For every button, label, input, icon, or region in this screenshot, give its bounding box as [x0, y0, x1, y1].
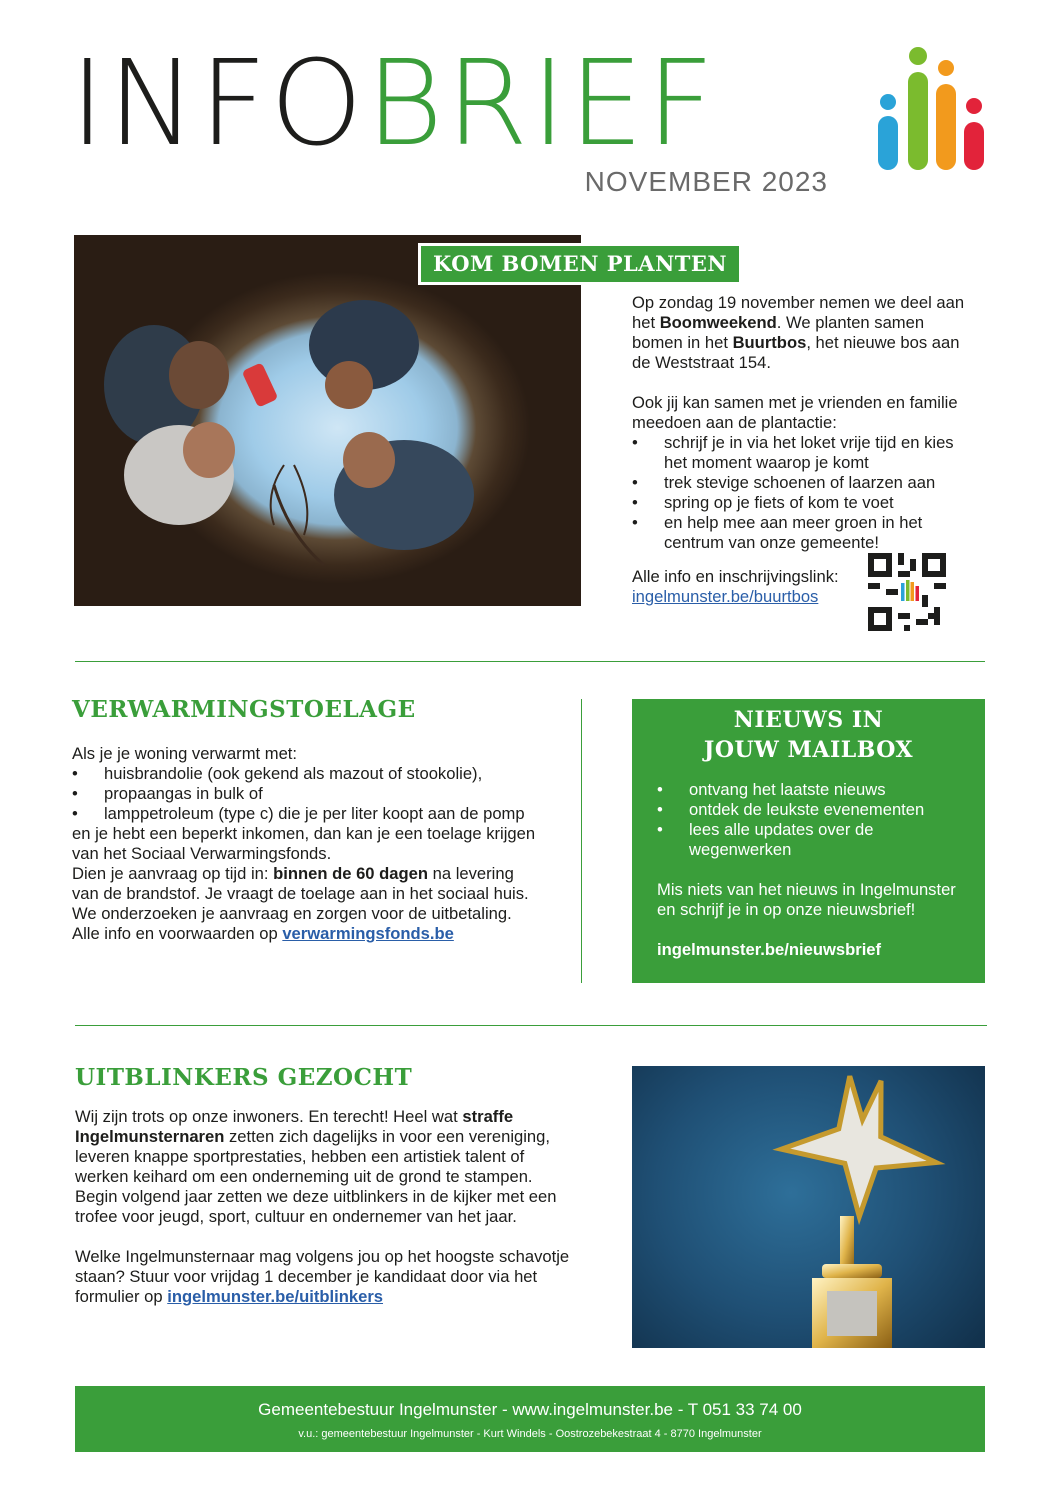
footer-publisher: v.u.: gemeentebestuur Ingelmunster - Kurt Windels - Oostrozebekestraat 4 - 8770 Ingelmunster: [298, 1428, 762, 1440]
buurtbos-link[interactable]: ingelmunster.be/buurtbos: [632, 587, 819, 606]
uitblinkers-p2: Begin volgend jaar zetten we deze uitblinkers in de kijker met een trofee voor jeugd, sport, cultuur en ondernemer van het jaar.: [75, 1187, 557, 1226]
uitblinkers-heading: UITBLINKERS GEZOCHT: [75, 1064, 413, 1091]
masthead-brief: BRIEF: [365, 34, 718, 172]
list-item: • lamppetroleum (type c) die je per liter koopt aan de pomp: [72, 804, 537, 824]
list-item: • lees alle updates over de wegenwerken: [657, 820, 967, 860]
bomen-invite: Ook jij kan samen met je vrienden en familie meedoen aan de plantactie:: [632, 393, 958, 432]
bomen-info-label: Alle info en inschrijvingslink:: [632, 567, 839, 586]
uitblinkers-text: [75, 1107, 570, 1307]
newsletter-title: NIEUWS IN JOUW MAILBOX: [703, 707, 914, 763]
verwarming-intro: Als je je woning verwarmt met:: [72, 744, 298, 763]
list-item: • en help mee aan meer groen in het centrum van onze gemeente!: [632, 513, 967, 553]
uitblinkers-link[interactable]: ingelmunster.be/uitblinkers: [167, 1287, 384, 1306]
section-divider: [75, 1025, 987, 1026]
newsletter-text: [657, 780, 967, 960]
bomen-info: [632, 567, 867, 607]
verwarming-p1: en je hebt een beperkt inkomen, dan kan je een toelage krijgen van het Sociaal Verwarmingsfonds.: [72, 824, 536, 863]
list-item: • spring op je fiets of kom te voet: [632, 493, 967, 513]
section-ribbon-bomen: KOM BOMEN PLANTEN: [418, 243, 742, 285]
footer: [75, 1386, 985, 1452]
trophy-photo: [632, 1066, 985, 1348]
uitblinkers-p3: Welke Ingelmunsternaar mag volgens jou op het hoogste schavotje staan? Stuur voor vrijdag 1 december je kandidaat door via het formulier op ingelmunster.be/uitblinkers: [75, 1247, 570, 1306]
list-item: • ontvang het laatste nieuws: [657, 780, 967, 800]
list-item: • propaangas in bulk of: [72, 784, 537, 804]
list-item: • huisbrandolie (ook gekend als mazout of stookolie),: [72, 764, 537, 784]
newsletter-link[interactable]: ingelmunster.be/nieuwsbrief: [657, 940, 882, 959]
issue-date: NOVEMBER 2023: [584, 166, 828, 197]
footer-contact: Gemeentebestuur Ingelmunster - www.ingelmunster.be - T 051 33 74 00: [258, 1400, 802, 1419]
newsletter-box: [632, 699, 985, 983]
verwarming-p2: Dien je aanvraag op tijd in: binnen de 60 dagen na levering van de brandstof. Je vraagt de toelage aan in het sociaal huis. We onderzoeken je aanvraag en zorgen voor de uitbetaling.: [72, 864, 529, 923]
qr-code-icon: [868, 553, 946, 631]
bomen-text: [632, 293, 967, 553]
list-item: • schrijf je in via het loket vrije tijd en kies het moment waarop je komt: [632, 433, 967, 473]
newsletter-bullets: [657, 780, 967, 860]
masthead-title: [70, 34, 718, 172]
uitblinkers-p1: Wij zijn trots op onze inwoners. En terecht! Heel wat straffe Ingelmunsternaren zetten zich dagelijks in voor een vereniging, leveren knappe sportprestaties, hebben een artistiek talent of werken keihard om een onderneming uit de grond te stampen.: [75, 1107, 551, 1186]
verwarmingsfonds-link[interactable]: verwarmingsfonds.be: [282, 924, 454, 943]
newsletter-p1: Mis niets van het nieuws in Ingelmunster en schrijf je in op onze nieuwsbrief!: [657, 880, 956, 919]
municipality-logo: [874, 44, 986, 174]
masthead-info: INFO: [70, 34, 366, 172]
verwarming-heading: VERWARMINGSTOELAGE: [72, 696, 416, 723]
bomen-bullets: [632, 433, 967, 553]
tree-planting-photo: [74, 235, 581, 606]
section-divider: [75, 661, 985, 662]
verwarming-bullets: [72, 764, 537, 824]
column-divider: [581, 699, 582, 983]
bomen-intro: Op zondag 19 november nemen we deel aan het Boomweekend. We planten samen bomen in het Buurtbos, het nieuwe bos aan de Weststraat 154.: [632, 293, 965, 372]
verwarming-text: [72, 744, 537, 944]
list-item: • ontdek de leukste evenementen: [657, 800, 967, 820]
list-item: • trek stevige schoenen of laarzen aan: [632, 473, 967, 493]
verwarming-p3: Alle info en voorwaarden op verwarmingsfonds.be: [72, 924, 454, 943]
